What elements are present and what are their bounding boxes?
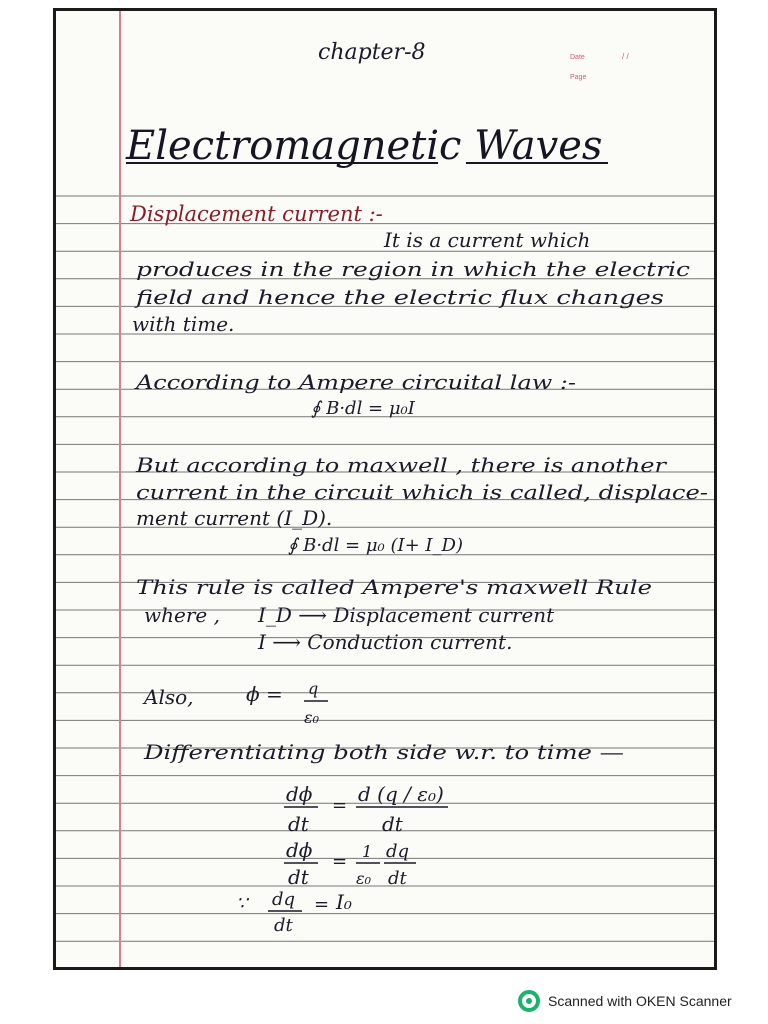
scanner-footer xyxy=(518,990,732,1012)
eq1-rhs-den: dt xyxy=(382,812,403,836)
rule-def-1: I_D ⟶ Displacement current xyxy=(258,603,555,627)
definition-line-3: field and hence the electric flux changes xyxy=(133,285,665,309)
eq2-const-num: 1 xyxy=(362,842,373,861)
eq1-lhs-den: dt xyxy=(288,812,309,836)
maxwell-equation: ∮ B·dl = μ₀ (I+ I_D) xyxy=(288,535,463,556)
rule-def-2: I ⟶ Conduction current. xyxy=(258,630,513,654)
maxwell-line-1: But according to maxwell , there is another xyxy=(134,453,668,477)
therefore-symbol: ∵ xyxy=(236,893,248,914)
also-denominator: ε₀ xyxy=(304,708,319,727)
rule-where: where , xyxy=(144,603,220,627)
ampere-intro: According to Ampere circuital law :- xyxy=(133,370,577,394)
chapter-label: chapter-8 xyxy=(318,40,426,65)
eq3-lhs-den: dt xyxy=(274,915,293,936)
also-numerator: q xyxy=(308,679,319,698)
eq3-lhs-num: dq xyxy=(272,889,296,910)
date-value: / / xyxy=(622,52,629,61)
page-label: Page xyxy=(570,74,587,81)
eq2-const-den: ε₀ xyxy=(356,869,371,888)
eq1-equals: = xyxy=(332,795,348,816)
notebook-page xyxy=(53,8,717,970)
differentiate-text: Differentiating both side w.r. to time — xyxy=(142,740,624,764)
maxwell-line-3: ment current (I_D). xyxy=(136,506,333,530)
eq1-rhs-num: d (q / ε₀) xyxy=(358,782,444,806)
page-canvas xyxy=(56,11,714,967)
eq1-lhs-num: dϕ xyxy=(286,782,313,806)
maxwell-line-2: current in the circuit which is called, displace- xyxy=(136,480,709,504)
eq2-lhs-num: dϕ xyxy=(286,838,313,862)
eq2-rhs-num: dq xyxy=(386,841,410,862)
also-lhs: ϕ = xyxy=(246,682,283,706)
eq2-rhs-den: dt xyxy=(388,868,407,889)
eq3-equals: = xyxy=(314,894,330,915)
section-heading: Displacement current :- xyxy=(130,202,383,226)
date-label: Date xyxy=(570,54,585,61)
eq3-rhs: I₀ xyxy=(336,890,352,914)
eq2-lhs-den: dt xyxy=(288,865,309,889)
definition-line-4: with time. xyxy=(132,312,235,336)
definition-line-2: produces in the region in which the electric xyxy=(136,257,690,281)
also-label: Also, xyxy=(144,685,194,709)
ampere-equation: ∮ B·dl = μ₀I xyxy=(311,398,415,419)
page-title: Electromagnetic Waves xyxy=(126,123,603,169)
definition-line-1: It is a current which xyxy=(384,228,591,252)
rule-line: This rule is called Ampere's maxwell Rule xyxy=(136,575,652,599)
eq2-equals: = xyxy=(332,851,348,872)
oken-logo-icon xyxy=(518,990,540,1012)
scanner-footer-text: Scanned with OKEN Scanner xyxy=(548,993,732,1009)
